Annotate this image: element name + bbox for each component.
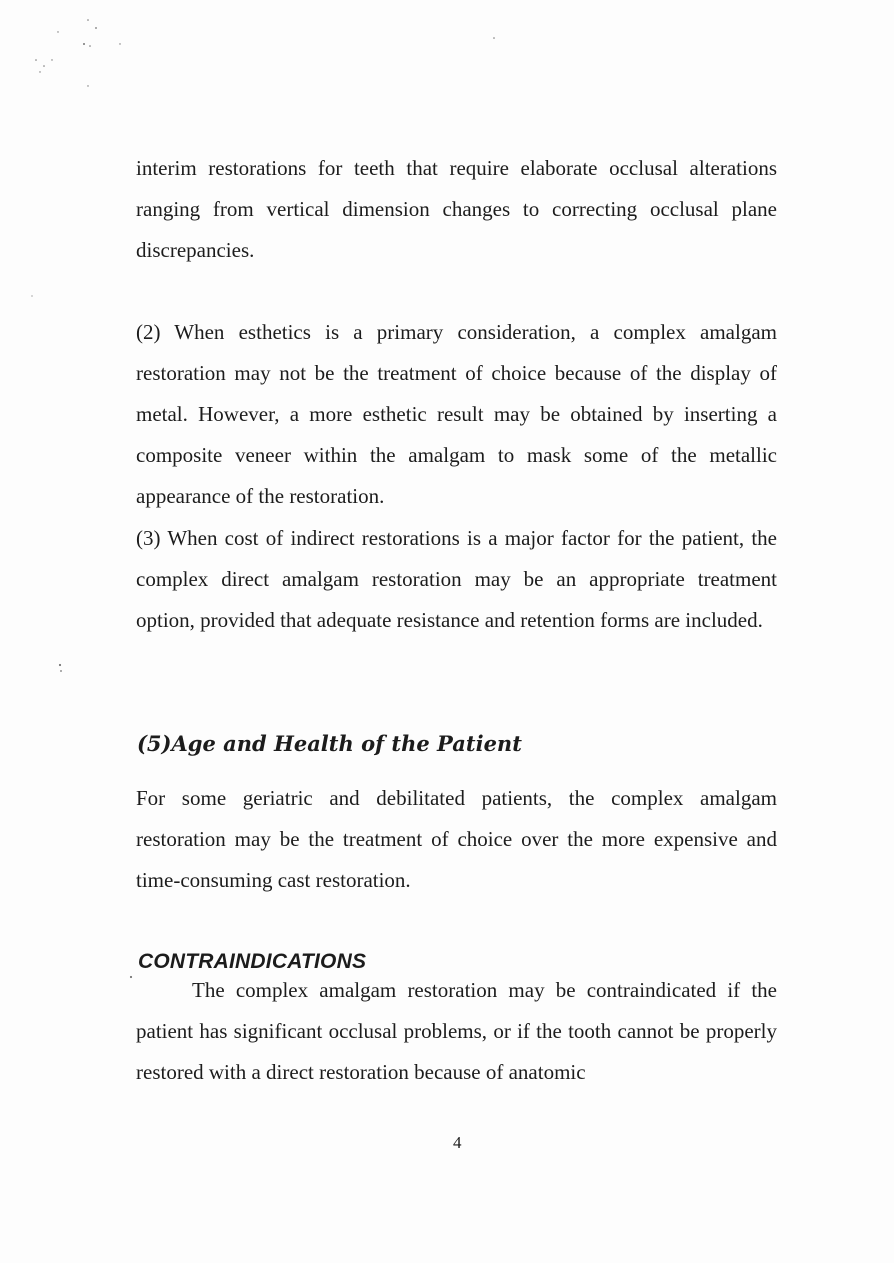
heading-contraindications: CONTRAINDICATIONS bbox=[138, 950, 367, 973]
page-number: 4 bbox=[453, 1133, 462, 1152]
paragraph-contraindicated: The complex amalgam restoration may be contraindicated if the patient has significant occlusal problems, or if the tooth cannot be properly restored with a direct restoration because of anatomic bbox=[136, 978, 777, 1084]
paragraph-interim-restorations: interim restorations for teeth that require elaborate occlusal alterations ranging from vertical dimension changes to correcting occlusal plane discrepancies. bbox=[136, 156, 777, 262]
paragraph-esthetics: (2) When esthetics is a primary consideration, a complex amalgam restoration may not be the treatment of choice because of the display of metal. However, a more esthetic result may be obtained by inserting a composite veneer within the amalgam to mask some of the metallic appearance of the restoration. bbox=[136, 320, 777, 508]
heading-age-health: (5)Age and Health of the Patient bbox=[137, 731, 522, 756]
paragraph-cost: (3) When cost of indirect restorations is a major factor for the patient, the complex direct amalgam restoration may be an appropriate treatment option, provided that adequate resistance and retention forms are included. bbox=[136, 526, 777, 632]
paragraph-geriatric: For some geriatric and debilitated patients, the complex amalgam restoration may be the treatment of choice over the more expensive and time-consuming cast restoration. bbox=[136, 786, 777, 892]
